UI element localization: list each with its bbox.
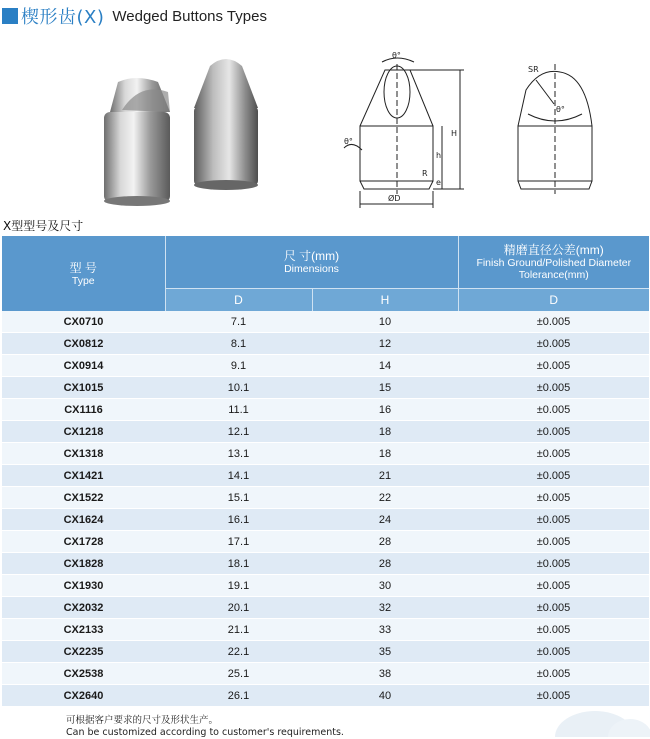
- type-cell: CX2538: [2, 663, 165, 685]
- table-row: [2, 465, 649, 487]
- footer-note: [66, 715, 344, 739]
- d-cell: 13.1: [165, 443, 312, 465]
- type-cell: CX1116: [2, 399, 165, 421]
- h-cell: 14: [312, 355, 458, 377]
- tolerance-cell: ±0.005: [458, 685, 649, 707]
- height-lower-label: h: [436, 151, 442, 160]
- d-cell: 20.1: [165, 597, 312, 619]
- type-cell: CX0914: [2, 355, 165, 377]
- tolerance-cell: ±0.005: [458, 465, 649, 487]
- table-row: [2, 355, 649, 377]
- type-cell: CX0710: [2, 311, 165, 333]
- type-cell: CX2235: [2, 641, 165, 663]
- d-cell: 26.1: [165, 685, 312, 707]
- tolerance-cell: ±0.005: [458, 443, 649, 465]
- table-row: [2, 619, 649, 641]
- conical-button-photo: [194, 59, 258, 190]
- table-row: [2, 509, 649, 531]
- theta-label-right: θ°: [556, 105, 565, 114]
- type-cell: CX1624: [2, 509, 165, 531]
- table-row: [2, 553, 649, 575]
- h-cell: 38: [312, 663, 458, 685]
- h-cell: 32: [312, 597, 458, 619]
- page-title-en: Wedged Buttons Types: [112, 7, 267, 25]
- page-title-cn: 楔形齿(X): [21, 7, 105, 28]
- h-cell: 22: [312, 487, 458, 509]
- specs-table: [2, 236, 649, 707]
- h-cell: 15: [312, 377, 458, 399]
- type-cell: CX1930: [2, 575, 165, 597]
- h-cell: 33: [312, 619, 458, 641]
- decorative-corner-graphic: [500, 697, 650, 737]
- d-cell: 16.1: [165, 509, 312, 531]
- tolerance-cell: ±0.005: [458, 553, 649, 575]
- d-cell: 7.1: [165, 311, 312, 333]
- table-row: [2, 531, 649, 553]
- d-cell: 25.1: [165, 663, 312, 685]
- tolerance-cell: ±0.005: [458, 641, 649, 663]
- type-cell: CX1522: [2, 487, 165, 509]
- d-cell: 9.1: [165, 355, 312, 377]
- tolerance-cell: ±0.005: [458, 531, 649, 553]
- table-row: [2, 399, 649, 421]
- h-cell: 18: [312, 443, 458, 465]
- radius-label: R: [422, 169, 428, 178]
- page-header: [2, 4, 267, 28]
- product-photos: [96, 52, 276, 212]
- col-header-type: 型 号 Type: [2, 236, 165, 311]
- type-cell: CX2032: [2, 597, 165, 619]
- tolerance-cell: ±0.005: [458, 487, 649, 509]
- d-cell: 17.1: [165, 531, 312, 553]
- d-cell: 12.1: [165, 421, 312, 443]
- d-cell: 8.1: [165, 333, 312, 355]
- table-row: [2, 421, 649, 443]
- table-row: [2, 333, 649, 355]
- h-cell: 21: [312, 465, 458, 487]
- type-cell: CX2133: [2, 619, 165, 641]
- type-cell: CX1828: [2, 553, 165, 575]
- tolerance-cell: ±0.005: [458, 421, 649, 443]
- subheader-tol-d: D: [458, 289, 649, 312]
- d-cell: 14.1: [165, 465, 312, 487]
- h-cell: 28: [312, 553, 458, 575]
- h-cell: 18: [312, 421, 458, 443]
- subheader-h: H: [312, 289, 458, 312]
- footer-note-en: Can be customized according to customer's requirements.: [66, 727, 344, 738]
- wedge-button-photo: [104, 78, 170, 206]
- tolerance-cell: ±0.005: [458, 399, 649, 421]
- section-title: X型型号及尺寸: [3, 219, 84, 233]
- tolerance-cell: ±0.005: [458, 311, 649, 333]
- table-row: [2, 597, 649, 619]
- d-cell: 10.1: [165, 377, 312, 399]
- d-cell: 11.1: [165, 399, 312, 421]
- height-label: H: [451, 129, 458, 138]
- table-row: [2, 487, 649, 509]
- h-cell: 30: [312, 575, 458, 597]
- col-header-dimensions: 尺 寸(mm) Dimensions: [165, 236, 458, 289]
- d-cell: 22.1: [165, 641, 312, 663]
- type-cell: CX2640: [2, 685, 165, 707]
- footer-note-cn: 可根据客户要求的尺寸及形状生产。: [66, 715, 219, 726]
- theta-label-side: θ°: [344, 137, 353, 146]
- type-cell: CX1015: [2, 377, 165, 399]
- theta-label-top: θ°: [392, 51, 401, 60]
- sr-label: SR: [528, 65, 539, 74]
- d-cell: 15.1: [165, 487, 312, 509]
- table-row: [2, 663, 649, 685]
- e-label: e: [436, 178, 441, 187]
- table-row: [2, 377, 649, 399]
- type-cell: CX0812: [2, 333, 165, 355]
- tolerance-cell: ±0.005: [458, 377, 649, 399]
- table-row: [2, 575, 649, 597]
- type-cell: CX1318: [2, 443, 165, 465]
- h-cell: 28: [312, 531, 458, 553]
- title-square-icon: [2, 8, 18, 24]
- tolerance-cell: ±0.005: [458, 597, 649, 619]
- table-row: [2, 641, 649, 663]
- table-row: [2, 443, 649, 465]
- h-cell: 40: [312, 685, 458, 707]
- technical-drawings: [330, 44, 630, 214]
- tolerance-cell: ±0.005: [458, 663, 649, 685]
- d-cell: 18.1: [165, 553, 312, 575]
- tolerance-cell: ±0.005: [458, 355, 649, 377]
- h-cell: 10: [312, 311, 458, 333]
- table-row: [2, 311, 649, 333]
- type-cell: CX1421: [2, 465, 165, 487]
- d-cell: 19.1: [165, 575, 312, 597]
- type-cell: CX1218: [2, 421, 165, 443]
- diameter-label: ØD: [388, 194, 401, 203]
- subheader-d: D: [165, 289, 312, 312]
- type-cell: CX1728: [2, 531, 165, 553]
- h-cell: 16: [312, 399, 458, 421]
- h-cell: 12: [312, 333, 458, 355]
- col-header-tolerance: 精磨直径公差(mm) Finish Ground/Polished Diameter Tolerance(mm): [458, 236, 649, 289]
- h-cell: 35: [312, 641, 458, 663]
- tolerance-cell: ±0.005: [458, 333, 649, 355]
- tolerance-cell: ±0.005: [458, 509, 649, 531]
- tolerance-cell: ±0.005: [458, 575, 649, 597]
- tolerance-cell: ±0.005: [458, 619, 649, 641]
- h-cell: 24: [312, 509, 458, 531]
- d-cell: 21.1: [165, 619, 312, 641]
